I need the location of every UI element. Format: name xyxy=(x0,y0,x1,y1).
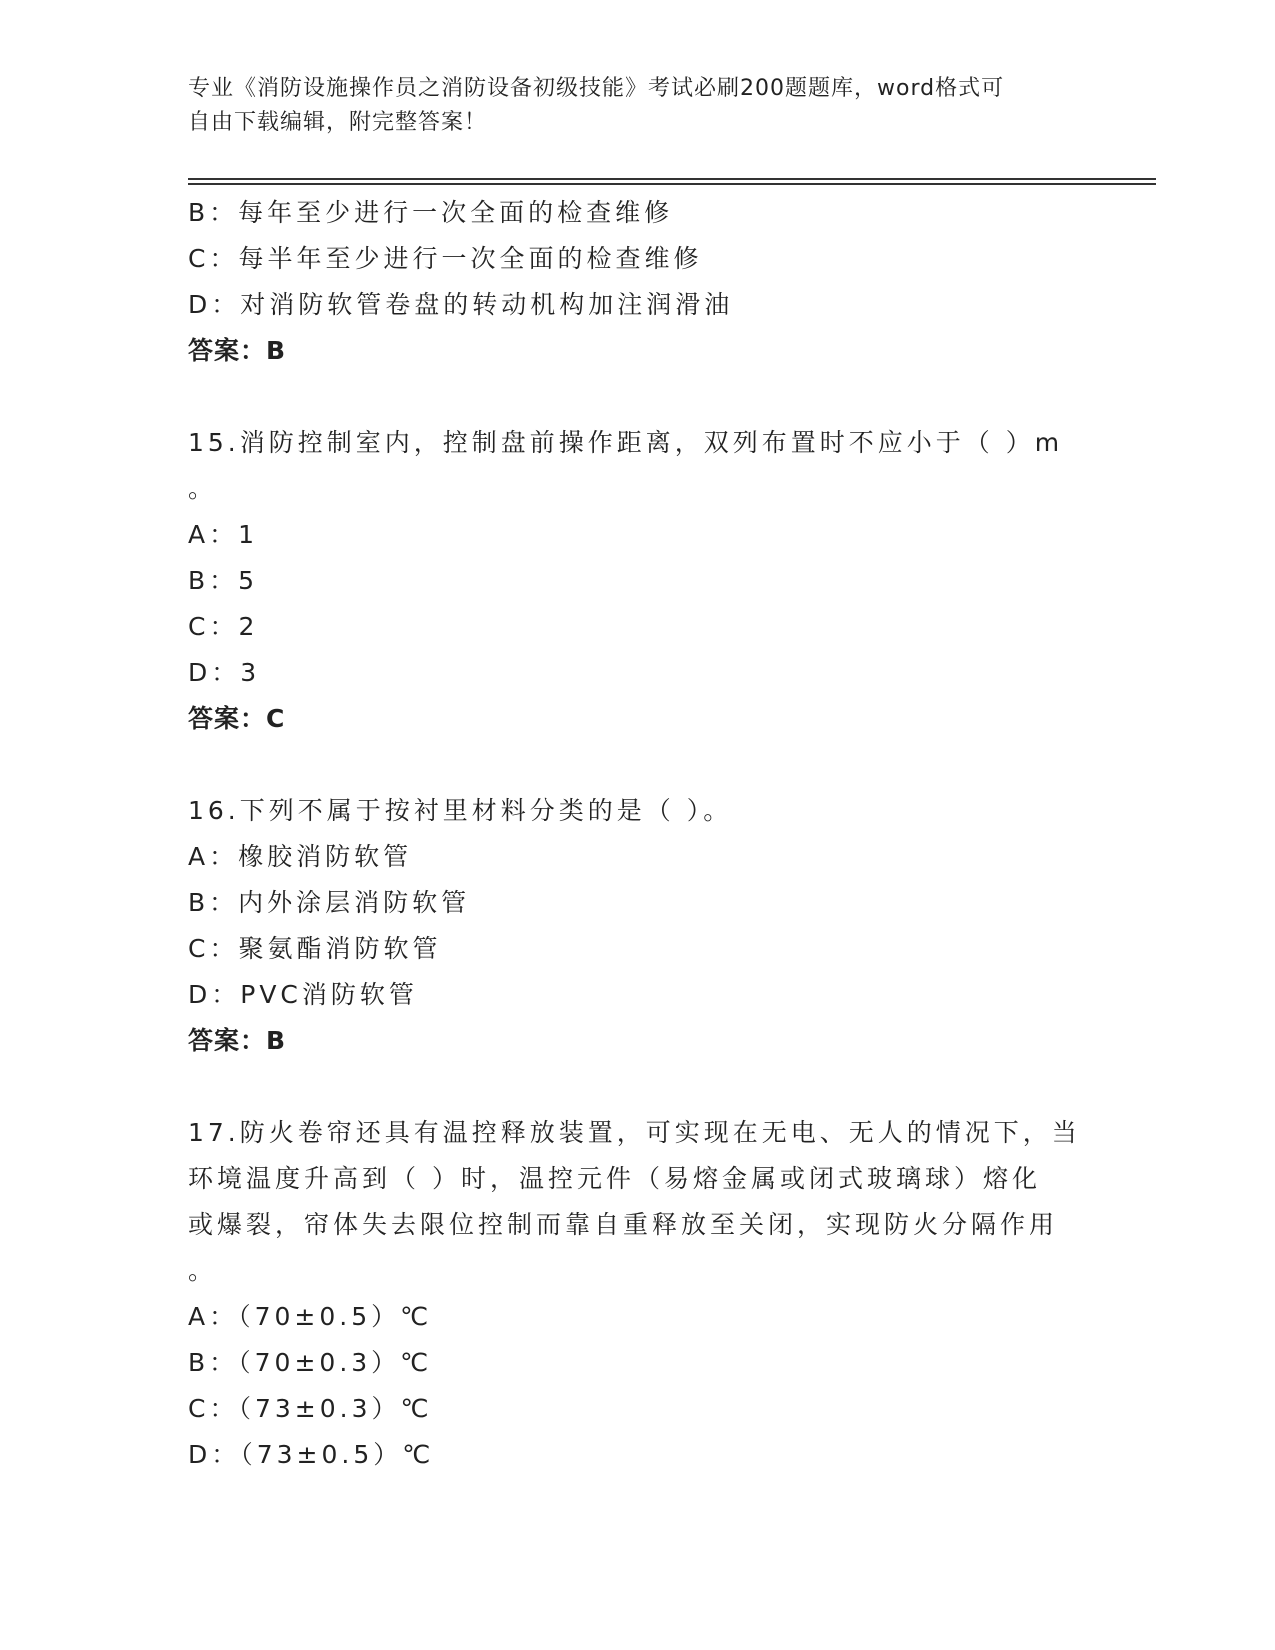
option-d: D：3 xyxy=(188,658,261,687)
option-a: A：（70±0.5）℃ xyxy=(188,1302,433,1331)
question-text: 15.消防控制室内，控制盘前操作距离，双列布置时不应小于（ ）m xyxy=(188,428,1064,457)
option-c: C：2 xyxy=(188,612,259,641)
question-17 xyxy=(188,1110,1088,1478)
header-line-1: 专业《消防设施操作员之消防设备初级技能》考试必刷200题题库，word格式可 xyxy=(188,76,1005,101)
question-text: 。 xyxy=(188,474,218,503)
option-b: B：（70±0.3）℃ xyxy=(188,1348,433,1377)
option-c: C：（73±0.3）℃ xyxy=(188,1394,433,1423)
spacer xyxy=(188,742,1088,788)
question-text: 16.下列不属于按衬里材料分类的是（ ）。 xyxy=(188,796,733,825)
question-text: 17.防火卷帘还具有温控释放装置，可实现在无电、无人的情况下，当 xyxy=(188,1118,1081,1147)
option-b: B：5 xyxy=(188,566,259,595)
answer: 答案：B xyxy=(188,336,287,365)
question-16 xyxy=(188,788,1088,1064)
option-d: D：（73±0.5）℃ xyxy=(188,1440,435,1469)
document-header xyxy=(188,72,1068,140)
header-line-2: 自由下载编辑，附完整答案！ xyxy=(188,110,488,135)
option-b: B：每年至少进行一次全面的检查维修 xyxy=(188,198,674,227)
option-a: A：1 xyxy=(188,520,259,549)
question-14 xyxy=(188,190,1088,374)
spacer xyxy=(188,374,1088,420)
option-c: C：每半年至少进行一次全面的检查维修 xyxy=(188,244,703,273)
option-a: A：橡胶消防软管 xyxy=(188,842,413,871)
header-divider-top xyxy=(188,178,1156,180)
question-text: 环境温度升高到（ ）时，温控元件（易熔金属或闭式玻璃球）熔化 xyxy=(188,1164,1041,1193)
question-text: 。 xyxy=(188,1256,218,1285)
option-d: D：PVC消防软管 xyxy=(188,980,418,1009)
header-divider-bottom xyxy=(188,183,1156,185)
option-b: B：内外涂层消防软管 xyxy=(188,888,471,917)
spacer xyxy=(188,1064,1088,1110)
option-c: C：聚氨酯消防软管 xyxy=(188,934,442,963)
question-15 xyxy=(188,420,1088,742)
answer: 答案：C xyxy=(188,704,286,733)
question-text: 或爆裂，帘体失去限位控制而靠自重释放至关闭，实现防火分隔作用 xyxy=(188,1210,1059,1239)
answer: 答案：B xyxy=(188,1026,287,1055)
option-d: D：对消防软管卷盘的转动机构加注润滑油 xyxy=(188,290,734,319)
question-list xyxy=(188,190,1088,1478)
